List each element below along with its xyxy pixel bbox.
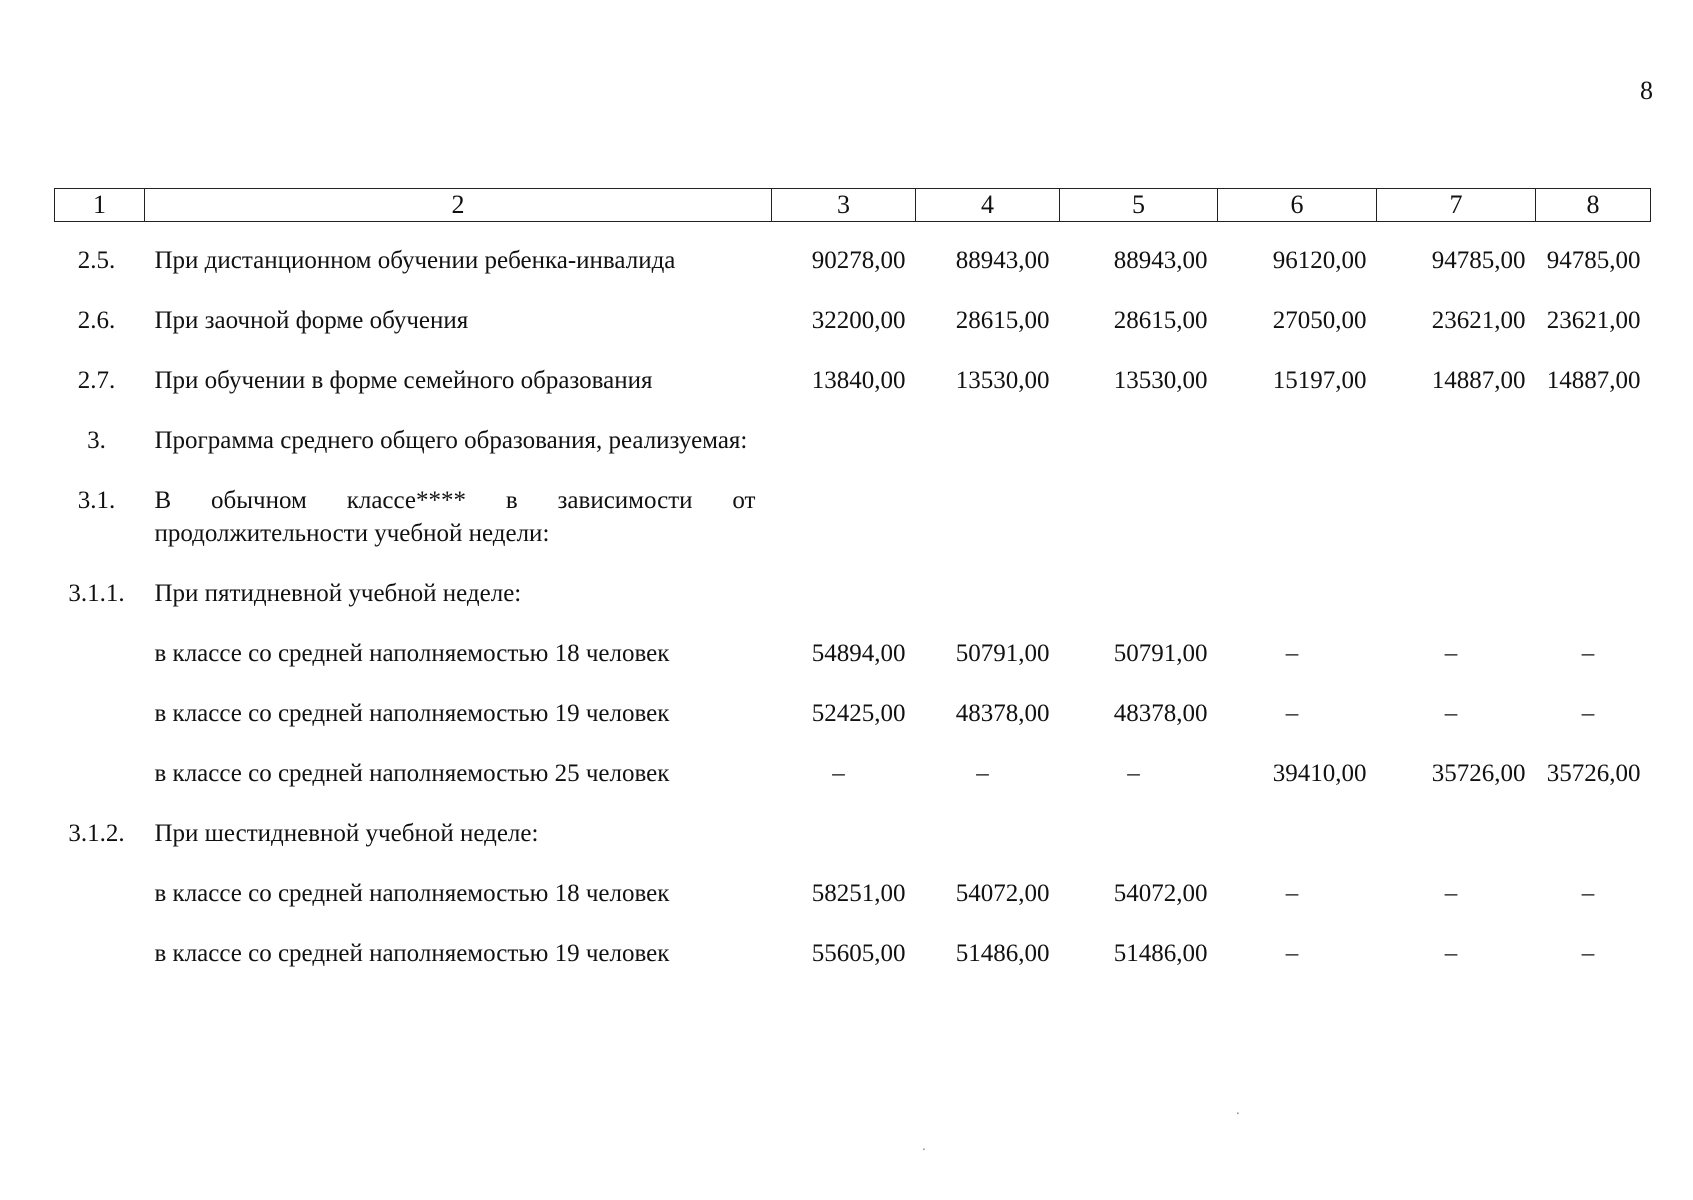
row-description: в классе со средней наполняемостью 18 человек xyxy=(154,640,670,667)
page-number: 8 xyxy=(1640,76,1653,105)
value-cell-col-5: 50791,00 xyxy=(1113,640,1208,667)
value-cell-col-6: – xyxy=(1285,940,1299,967)
value-cell-col-3: 58251,00 xyxy=(811,880,906,907)
value-cell-col-7: 14887,00 xyxy=(1431,367,1526,394)
value-cell-col-6: – xyxy=(1285,700,1299,727)
table-row xyxy=(55,610,1651,670)
value-cell-col-7: 23621,00 xyxy=(1431,307,1526,334)
column-number-header xyxy=(55,189,1651,222)
value-cell-col-7: – xyxy=(1444,700,1458,727)
value-cell-col-4: – xyxy=(976,760,989,787)
value-cell-col-8: – xyxy=(1581,880,1595,907)
table-row xyxy=(55,850,1651,910)
row-description: В обычном классе**** в зависимости от продолжительности учебной недели: xyxy=(154,487,756,547)
value-cell-col-6 xyxy=(1218,397,1377,457)
value-cell-col-8 xyxy=(1536,397,1651,457)
value-cell-col-8 xyxy=(1536,457,1651,550)
value-cell-col-7: 35726,00 xyxy=(1431,760,1526,787)
value-cell-col-8: 14887,00 xyxy=(1546,367,1641,394)
value-cell-col-6: 96120,00 xyxy=(1272,247,1367,274)
value-cell-col-4: 88943,00 xyxy=(955,247,1050,274)
table-row xyxy=(55,337,1651,397)
header-col-7: 7 xyxy=(1377,189,1536,222)
value-cell-col-4: 50791,00 xyxy=(955,640,1050,667)
header-col-5: 5 xyxy=(1060,189,1218,222)
value-cell-col-6 xyxy=(1218,550,1377,610)
value-cell-col-4: 13530,00 xyxy=(955,367,1050,394)
tariff-table xyxy=(54,188,1651,970)
row-number xyxy=(55,850,145,910)
value-cell-col-8 xyxy=(1536,790,1651,850)
value-cell-col-6 xyxy=(1218,457,1377,550)
value-cell-col-4: 28615,00 xyxy=(955,307,1050,334)
table-row xyxy=(55,222,1651,278)
value-cell-col-3: 54894,00 xyxy=(811,640,906,667)
document-table-container xyxy=(54,188,1650,970)
row-description: в классе со средней наполняемостью 18 человек xyxy=(154,880,670,907)
value-cell-col-5: 51486,00 xyxy=(1113,940,1208,967)
value-cell-col-4 xyxy=(916,397,1060,457)
table-row xyxy=(55,910,1651,970)
row-description: При шестидневной учебной неделе: xyxy=(154,820,539,847)
value-cell-col-5: 88943,00 xyxy=(1113,247,1208,274)
row-number xyxy=(55,610,145,670)
value-cell-col-3 xyxy=(772,457,916,550)
value-cell-col-5 xyxy=(1060,397,1218,457)
value-cell-col-8: 23621,00 xyxy=(1546,307,1641,334)
value-cell-col-4 xyxy=(916,457,1060,550)
row-description: в классе со средней наполняемостью 19 человек xyxy=(154,700,670,727)
value-cell-col-6: 39410,00 xyxy=(1272,760,1367,787)
value-cell-col-7 xyxy=(1377,457,1536,550)
value-cell-col-4: 48378,00 xyxy=(955,700,1050,727)
value-cell-col-4 xyxy=(916,550,1060,610)
value-cell-col-3 xyxy=(772,790,916,850)
row-description: в классе со средней наполняемостью 25 человек xyxy=(154,760,670,787)
value-cell-col-4: 54072,00 xyxy=(955,880,1050,907)
value-cell-col-3: 52425,00 xyxy=(811,700,906,727)
header-col-3: 3 xyxy=(772,189,916,222)
scan-speck: ⸱ xyxy=(1236,1107,1240,1122)
value-cell-col-6: – xyxy=(1285,640,1299,667)
table-row xyxy=(55,730,1651,790)
value-cell-col-7 xyxy=(1377,790,1536,850)
row-description: Программа среднего общего образования, реализуемая: xyxy=(154,427,748,454)
row-description: При пятидневной учебной неделе: xyxy=(154,580,522,607)
table-row xyxy=(55,790,1651,850)
header-col-8: 8 xyxy=(1536,189,1651,222)
value-cell-col-5: 28615,00 xyxy=(1113,307,1208,334)
row-description: При обучении в форме семейного образования xyxy=(154,367,653,394)
scan-speck: ⸱ xyxy=(922,1143,926,1158)
value-cell-col-4: 51486,00 xyxy=(955,940,1050,967)
row-number xyxy=(55,730,145,790)
value-cell-col-5: 13530,00 xyxy=(1113,367,1208,394)
row-description: При дистанционном обучении ребенка-инвалида xyxy=(154,247,676,274)
table-row xyxy=(55,397,1651,457)
table-row xyxy=(55,550,1651,610)
value-cell-col-6 xyxy=(1218,790,1377,850)
value-cell-col-3 xyxy=(772,550,916,610)
header-col-6: 6 xyxy=(1218,189,1377,222)
value-cell-col-7 xyxy=(1377,397,1536,457)
value-cell-col-6: 15197,00 xyxy=(1272,367,1367,394)
value-cell-col-5 xyxy=(1060,790,1218,850)
value-cell-col-7: – xyxy=(1444,880,1458,907)
value-cell-col-3: 32200,00 xyxy=(811,307,906,334)
value-cell-col-8: 94785,00 xyxy=(1546,247,1641,274)
row-number xyxy=(55,910,145,970)
header-col-4: 4 xyxy=(916,189,1060,222)
value-cell-col-5 xyxy=(1060,457,1218,550)
value-cell-col-4 xyxy=(916,790,1060,850)
value-cell-col-3: 90278,00 xyxy=(811,247,906,274)
row-number: 3. xyxy=(87,427,106,454)
header-col-2: 2 xyxy=(145,189,772,222)
value-cell-col-7: – xyxy=(1444,640,1458,667)
value-cell-col-5: – xyxy=(1127,760,1140,787)
table-row xyxy=(55,277,1651,337)
value-cell-col-6: 27050,00 xyxy=(1272,307,1367,334)
value-cell-col-5 xyxy=(1060,550,1218,610)
value-cell-col-3: – xyxy=(832,760,845,787)
row-number: 3.1. xyxy=(77,487,116,514)
row-number: 2.6. xyxy=(77,307,116,334)
value-cell-col-8: 35726,00 xyxy=(1546,760,1641,787)
value-cell-col-3: 55605,00 xyxy=(811,940,906,967)
value-cell-col-3 xyxy=(772,397,916,457)
row-number: 3.1.2. xyxy=(68,820,125,847)
row-number: 2.5. xyxy=(77,247,116,274)
table-row xyxy=(55,457,1651,550)
value-cell-col-7 xyxy=(1377,550,1536,610)
value-cell-col-8: – xyxy=(1581,940,1595,967)
value-cell-col-6: – xyxy=(1285,880,1299,907)
row-description: При заочной форме обучения xyxy=(154,307,469,334)
value-cell-col-8 xyxy=(1536,550,1651,610)
value-cell-col-8: – xyxy=(1581,640,1595,667)
table-row xyxy=(55,670,1651,730)
row-description: в классе со средней наполняемостью 19 человек xyxy=(154,940,670,967)
header-col-1: 1 xyxy=(55,189,145,222)
row-number: 2.7. xyxy=(77,367,116,394)
value-cell-col-7: – xyxy=(1444,940,1458,967)
row-number: 3.1.1. xyxy=(68,580,125,607)
value-cell-col-3: 13840,00 xyxy=(811,367,906,394)
value-cell-col-7: 94785,00 xyxy=(1431,247,1526,274)
row-number xyxy=(55,670,145,730)
value-cell-col-5: 54072,00 xyxy=(1113,880,1208,907)
table-body xyxy=(55,222,1651,971)
value-cell-col-5: 48378,00 xyxy=(1113,700,1208,727)
value-cell-col-8: – xyxy=(1581,700,1595,727)
